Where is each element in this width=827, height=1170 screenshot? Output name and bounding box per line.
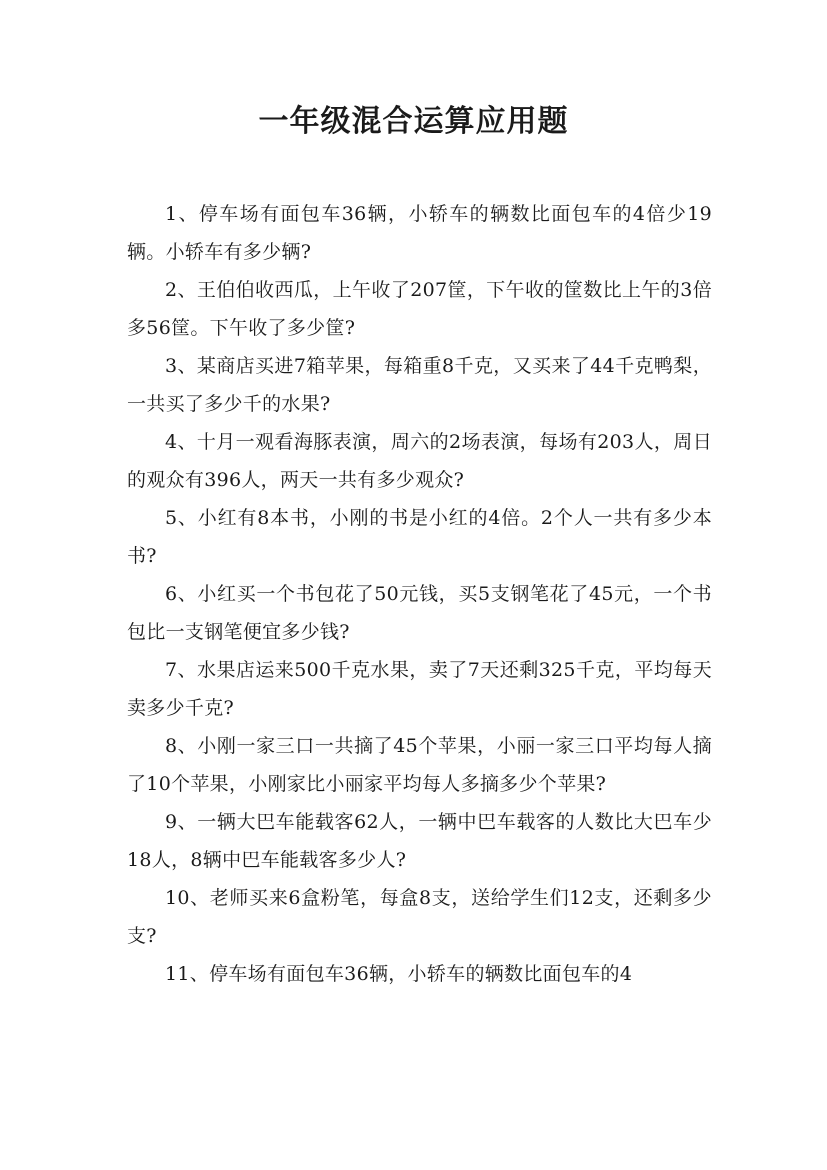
question-5: 5、小红有8本书，小刚的书是小红的4倍。2个人一共有多少本书? — [127, 507, 712, 567]
document-title: 一年级混合运算应用题 — [258, 104, 569, 139]
question-8: 8、小刚一家三口一共摘了45个苹果，小丽一家三口平均每人摘了10个苹果，小刚家比小丽家平均每人多摘多少个苹果? — [127, 735, 712, 795]
question-10: 10、老师买来6盒粉笔，每盒8支，送给学生们12支，还剩多少支? — [127, 887, 712, 947]
question-2: 2、王伯伯收西瓜，上午收了207筐，下午收的筐数比上午的3倍多56筐。下午收了多少筐? — [127, 279, 712, 339]
question-3: 3、某商店买进7箱苹果，每箱重8千克，又买来了44千克鸭梨，一共买了多少千的水果? — [127, 355, 712, 415]
question-7: 7、水果店运来500千克水果，卖了7天还剩325千克，平均每天卖多少千克? — [127, 659, 712, 719]
question-list — [127, 195, 712, 993]
question-4: 4、十月一观看海豚表演，周六的2场表演，每场有203人，周日的观众有396人，两天一共有多少观众? — [127, 431, 712, 491]
question-1: 1、停车场有面包车36辆，小轿车的辆数比面包车的4倍少19辆。小轿车有多少辆? — [127, 203, 712, 263]
question-6: 6、小红买一个书包花了50元钱，买5支钢笔花了45元，一个书包比一支钢笔便宜多少钱? — [127, 583, 712, 643]
question-11: 11、停车场有面包车36辆，小轿车的辆数比面包车的4 — [165, 963, 633, 985]
question-9: 9、一辆大巴车能载客62人，一辆中巴车载客的人数比大巴车少18人，8辆中巴车能载客多少人? — [127, 811, 712, 871]
